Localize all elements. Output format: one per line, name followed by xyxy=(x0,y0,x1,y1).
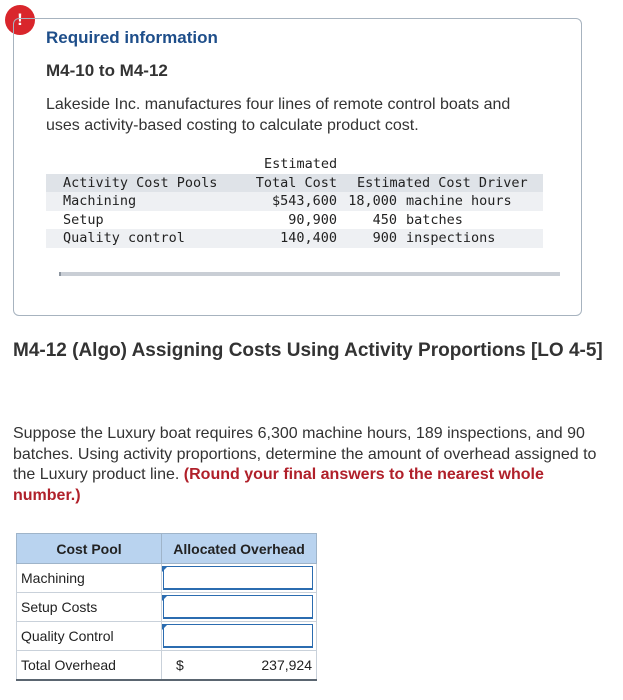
driver-quantity: 18,000 xyxy=(337,192,397,211)
total-overhead-label: Total Overhead xyxy=(17,651,162,681)
setup-overhead-input[interactable] xyxy=(163,595,313,619)
answer-marker-icon xyxy=(162,595,168,601)
quality-control-overhead-input[interactable] xyxy=(163,624,313,648)
table-row xyxy=(17,593,317,622)
table-row xyxy=(46,211,543,230)
intro-text: Lakeside Inc. manufactures four lines of remote control boats and uses activity-based costing to calculate product cost. xyxy=(46,96,511,134)
table-row xyxy=(46,192,543,211)
answer-marker-icon xyxy=(162,566,168,572)
alert-icon: ! xyxy=(5,5,35,35)
total-overhead-value: 237,924 xyxy=(261,657,312,673)
header-cost-pool: Cost Pool xyxy=(17,534,162,564)
driver-quantity: 450 xyxy=(337,211,397,230)
driver-unit: machine hours xyxy=(397,192,543,211)
header-estimated: Estimated xyxy=(247,155,397,174)
cost-pool-label: Machining xyxy=(17,564,162,593)
header-total-cost: Total Cost xyxy=(247,174,337,193)
cost-pool-label: Quality Control xyxy=(17,622,162,651)
cost-pool-label: Setup Costs xyxy=(17,593,162,622)
table-row xyxy=(46,229,543,248)
pool-cost: 140,400 xyxy=(247,229,337,248)
pool-name: Machining xyxy=(46,192,247,211)
header-estimated-cost-driver: Estimated Cost Driver xyxy=(337,174,543,193)
activity-cost-pools-table xyxy=(46,155,543,248)
problem-title: M4-12 (Algo) Assigning Costs Using Activity Proportions [LO 4-5] xyxy=(13,340,603,361)
answer-marker-icon xyxy=(162,624,168,630)
table-row xyxy=(17,564,317,593)
driver-unit: inspections xyxy=(397,229,543,248)
driver-unit: batches xyxy=(397,211,543,230)
currency-symbol: $ xyxy=(176,657,184,673)
pool-cost: 90,900 xyxy=(247,211,337,230)
pool-name: Setup xyxy=(46,211,247,230)
pool-cost: $543,600 xyxy=(247,192,337,211)
header-activity-cost-pools: Activity Cost Pools xyxy=(46,174,247,193)
problem-body: Suppose the Luxury boat requires 6,300 machine hours, 189 inspections, and 90 batches. Using activity proportions, determine the amount of overhead assigned to the Luxury product line. xyxy=(13,425,597,483)
problem-range-title: M4-10 to M4-12 xyxy=(46,61,168,80)
pool-name: Quality control xyxy=(46,229,247,248)
required-information-heading: Required information xyxy=(46,28,218,47)
rounding-instruction: (Round your final answers to the nearest whole number.) xyxy=(13,466,544,504)
allocated-overhead-table xyxy=(16,533,317,681)
header-allocated-overhead: Allocated Overhead xyxy=(162,534,317,564)
total-row xyxy=(17,651,317,681)
table-row xyxy=(17,622,317,651)
problem-text xyxy=(13,424,613,506)
machining-overhead-input[interactable] xyxy=(163,566,313,590)
table-scroll-rule xyxy=(59,272,560,276)
driver-quantity: 900 xyxy=(337,229,397,248)
